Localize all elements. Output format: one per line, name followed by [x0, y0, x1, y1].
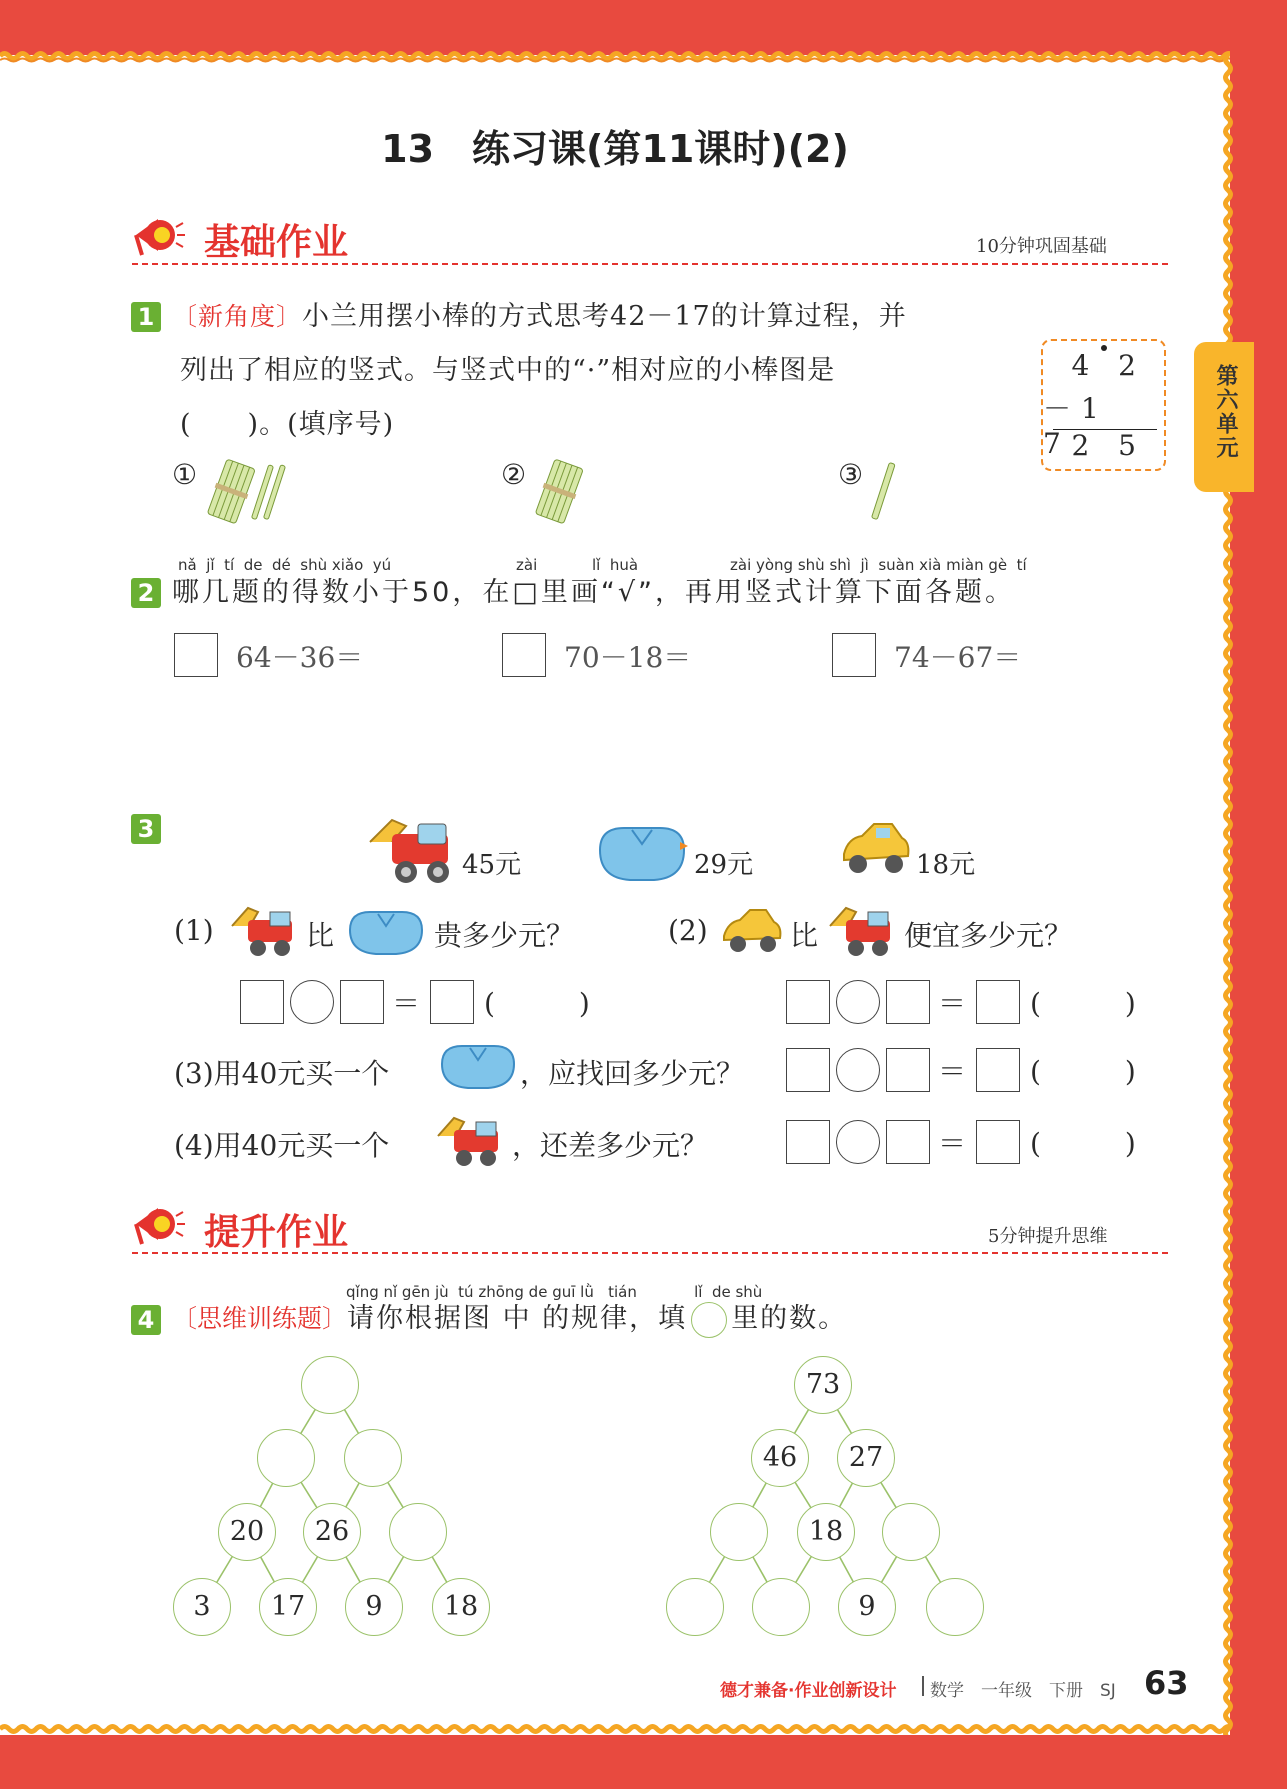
unit-side-tab-label: 第六单元	[1213, 364, 1238, 460]
equals-sign: ＝	[938, 987, 967, 1020]
right-tree-node[interactable]	[710, 1503, 768, 1561]
q3-part1-question: 贵多少元？	[434, 919, 575, 952]
unit-paren: ( )	[1030, 1127, 1136, 1160]
footer-divider	[922, 1676, 924, 1696]
page-number: 63	[1144, 1664, 1189, 1702]
q3-part2-question: 便宜多少元？	[904, 919, 1073, 952]
question-number-3: 3	[131, 814, 161, 844]
footer-info: 数学 一年级 下册 SJ	[930, 1681, 1116, 1701]
right-tree-node[interactable]	[926, 1578, 984, 1636]
question-number-2: 2	[131, 578, 161, 608]
excavator-price: 45元	[462, 850, 522, 880]
footer-brand: 德才兼备·作业创新设计	[720, 1681, 897, 1701]
q4-pinyin: qǐng nǐ gēn jù tú zhōng de guī lǜ tián lǐ de shù	[346, 1283, 763, 1301]
vert-row2: －1 7	[1043, 392, 1109, 460]
right-tree-node: 18	[797, 1503, 855, 1561]
left-tree-node: 26	[303, 1503, 361, 1561]
equals-sign: ＝	[938, 1127, 967, 1160]
left-tree-node[interactable]	[344, 1429, 402, 1487]
q3-part3-text-a: (3)用40元买一个	[174, 1057, 390, 1090]
equals-sign: ＝	[938, 1055, 967, 1088]
q2-pinyin1: nǎ jǐ tí de dé shù xiǎo yú	[178, 556, 392, 574]
q4-tag: 〔思维训练题〕	[172, 1304, 348, 1333]
left-tree-node: 9	[345, 1578, 403, 1636]
left-tree-node: 20	[218, 1503, 276, 1561]
left-tree-node: 3	[173, 1578, 231, 1636]
vert-row1: 4 2	[1071, 349, 1146, 382]
q1-option3-label: ③	[838, 458, 864, 491]
section-basic-note: 10分钟巩固基础	[976, 236, 1107, 257]
left-tree-node[interactable]	[389, 1503, 447, 1561]
q1-option1-label: ①	[172, 458, 198, 491]
q3-part1-compare: 比	[306, 919, 335, 952]
right-tree-node: 9	[838, 1578, 896, 1636]
equals-sign: ＝	[392, 987, 421, 1020]
q2-pinyin3: lǐ huà	[592, 556, 639, 574]
q4-text-b: 里的数。	[731, 1303, 848, 1334]
q3-part1-num: (1)	[174, 914, 214, 947]
q1-option2-label: ②	[501, 458, 527, 491]
bottom-wavy-border	[0, 1722, 1230, 1738]
car-price: 18元	[916, 850, 976, 880]
q1-line2: 列出了相应的竖式。与竖式中的“·”相对应的小棒图是	[180, 355, 836, 386]
section-basic-title: 基础作业	[204, 222, 349, 263]
question-number-1: 1	[131, 302, 161, 332]
right-tree-node[interactable]	[666, 1578, 724, 1636]
unit-paren: ( )	[1030, 1055, 1136, 1088]
q1-line3: ( )。(填序号)	[180, 409, 395, 440]
q2-expr-1: 64－36＝	[236, 641, 364, 674]
unit-paren: ( )	[484, 987, 590, 1020]
left-tree-node[interactable]	[257, 1429, 315, 1487]
sweater-price: 29元	[694, 850, 754, 880]
right-tree-node: 46	[751, 1429, 809, 1487]
right-tree-node: 27	[837, 1429, 895, 1487]
section-advanced-title: 提升作业	[204, 1212, 349, 1253]
q4-text-a: 请你根据图 中 的规律，填	[347, 1303, 688, 1334]
q2-pinyin4: zài yòng shù shì jì suàn xià miàn gè tí	[730, 556, 1027, 574]
q3-part2-num: (2)	[668, 914, 708, 947]
q3-part3-text-b: ，应找回多少元？	[520, 1057, 745, 1090]
left-tree-node[interactable]	[301, 1356, 359, 1414]
section-advanced-note: 5分钟提升思维	[988, 1226, 1108, 1247]
question-number-4: 4	[131, 1305, 161, 1335]
vert-row3: 2 5	[1071, 429, 1146, 462]
right-tree-node[interactable]	[752, 1578, 810, 1636]
q1-tag: 〔新角度〕	[172, 302, 303, 331]
q3-part4-text-a: (4)用40元买一个	[174, 1129, 390, 1162]
q3-part2-compare: 比	[790, 919, 819, 952]
q1-line1-text: 小兰用摆小棒的方式思考42－17的计算过程，并	[302, 301, 907, 332]
unit-paren: ( )	[1030, 987, 1136, 1020]
q2-text: 哪几题的得数小于50，在□里画“√”，再用竖式计算下面各题。	[172, 577, 1016, 608]
left-tree-node: 17	[259, 1578, 317, 1636]
q2-expr-2: 70－18＝	[564, 641, 692, 674]
right-tree-node[interactable]	[882, 1503, 940, 1561]
page-title: 13 练习课(第11课时)(2)	[381, 127, 849, 171]
q3-part4-text-b: ，还差多少元？	[512, 1129, 709, 1162]
q2-pinyin2: zài	[516, 556, 538, 574]
q2-expr-3: 74－67＝	[894, 641, 1022, 674]
right-tree-node: 73	[794, 1356, 852, 1414]
left-tree-node: 18	[432, 1578, 490, 1636]
